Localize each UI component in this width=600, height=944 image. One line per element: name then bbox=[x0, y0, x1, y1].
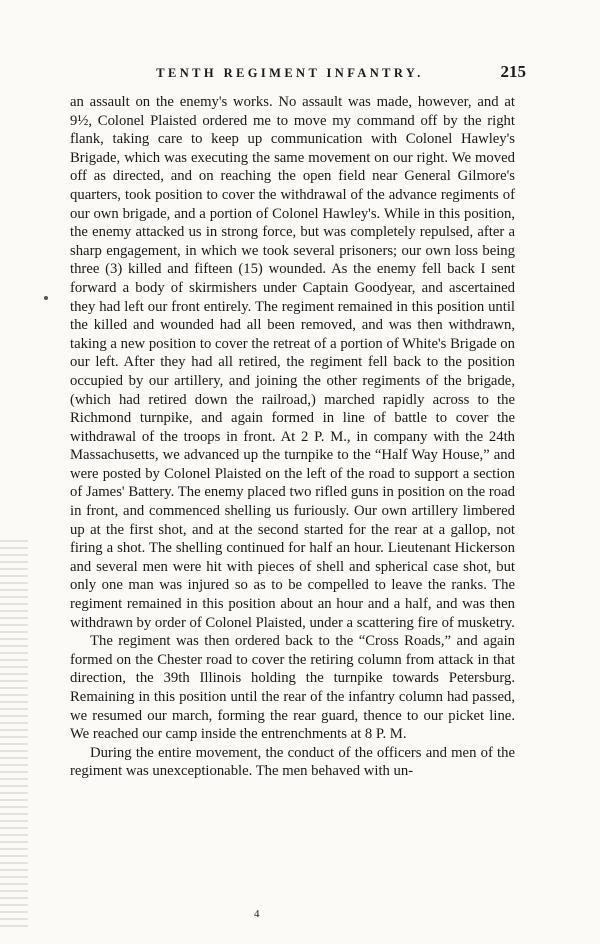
paragraph-3: During the entire movement, the conduct of the officers and men of the regiment was unexceptionable. The men behaved with un- bbox=[70, 744, 515, 780]
paragraph-2: The regiment was then ordered back to the “Cross Roads,” and again formed on the Chester road to cover the retiring column from attack in that direction, the 39th Illinois holding the turnpike towards Petersburg. Remaining in this position until the rear of the infantry column had passed, we resumed our march, forming the rear guard, thence to our picket line. We reached our camp inside the entrenchments at 8 P. M. bbox=[70, 633, 515, 743]
body-text bbox=[70, 93, 515, 781]
scan-edge-marks bbox=[0, 540, 28, 930]
running-head bbox=[60, 62, 526, 86]
margin-speck bbox=[44, 296, 48, 300]
page-number: 215 bbox=[500, 62, 526, 81]
paragraph-1: an assault on the enemy's works. No assault was made, however, and at 9½, Colonel Plaisted ordered me to move my command off by the right flank, taking care to keep up communication with Colonel Hawley's Brigade, which was executing the same movement on our right. We moved off as directed, and on reaching the open field near General Gilmore's quarters, took position to cover the withdrawal of the advance regiments of our own brigade, and a portion of Colonel Hawley's. While in this position, the enemy attacked us in strong force, but was completely repulsed, after a sharp engagement, in which we took several prisoners; our own loss being three (3) killed and fifteen (15) wounded. As the enemy fell back I sent forward a body of skirmishers under Captain Goodyear, and ascertained they had left our front entirely. The regiment remained in this position until the killed and wounded had all been removed, and was then withdrawn, taking a new position to cover the retreat of a portion of White's Brigade on our left. After they had all retired, the regiment fell back to the position occupied by our artillery, and joining the other regiments of the brigade, (which had retired down the railroad,) marched rapidly across to the Richmond turnpike, and again formed in line of battle to cover the withdrawal of the troops in front. At 2 P. M., in company with the 24th Massachusetts, we advanced up the turnpike to the “Half Way House,” and were posted by Colonel Plaisted on the left of the road to support a section of James' Battery. The enemy placed two rifled guns in position on the road in front, and commenced shelling us furiously. Our own artillery limbered up at the first shot, and at the second started for the rear at a gallop, not firing a shot. The shelling continued for half an hour. Lieutenant Hickerson and several men were hit with pieces of shell and spherical case shot, but only one man was injured so as to be compelled to leave the ranks. The regiment remained in this position about an hour and a half, and was then withdrawn by order of Colonel Plaisted, under a scattering fire of musketry. bbox=[70, 94, 515, 631]
footer-mark: 4 bbox=[254, 908, 260, 920]
running-title: TENTH REGIMENT INFANTRY. bbox=[156, 66, 424, 80]
